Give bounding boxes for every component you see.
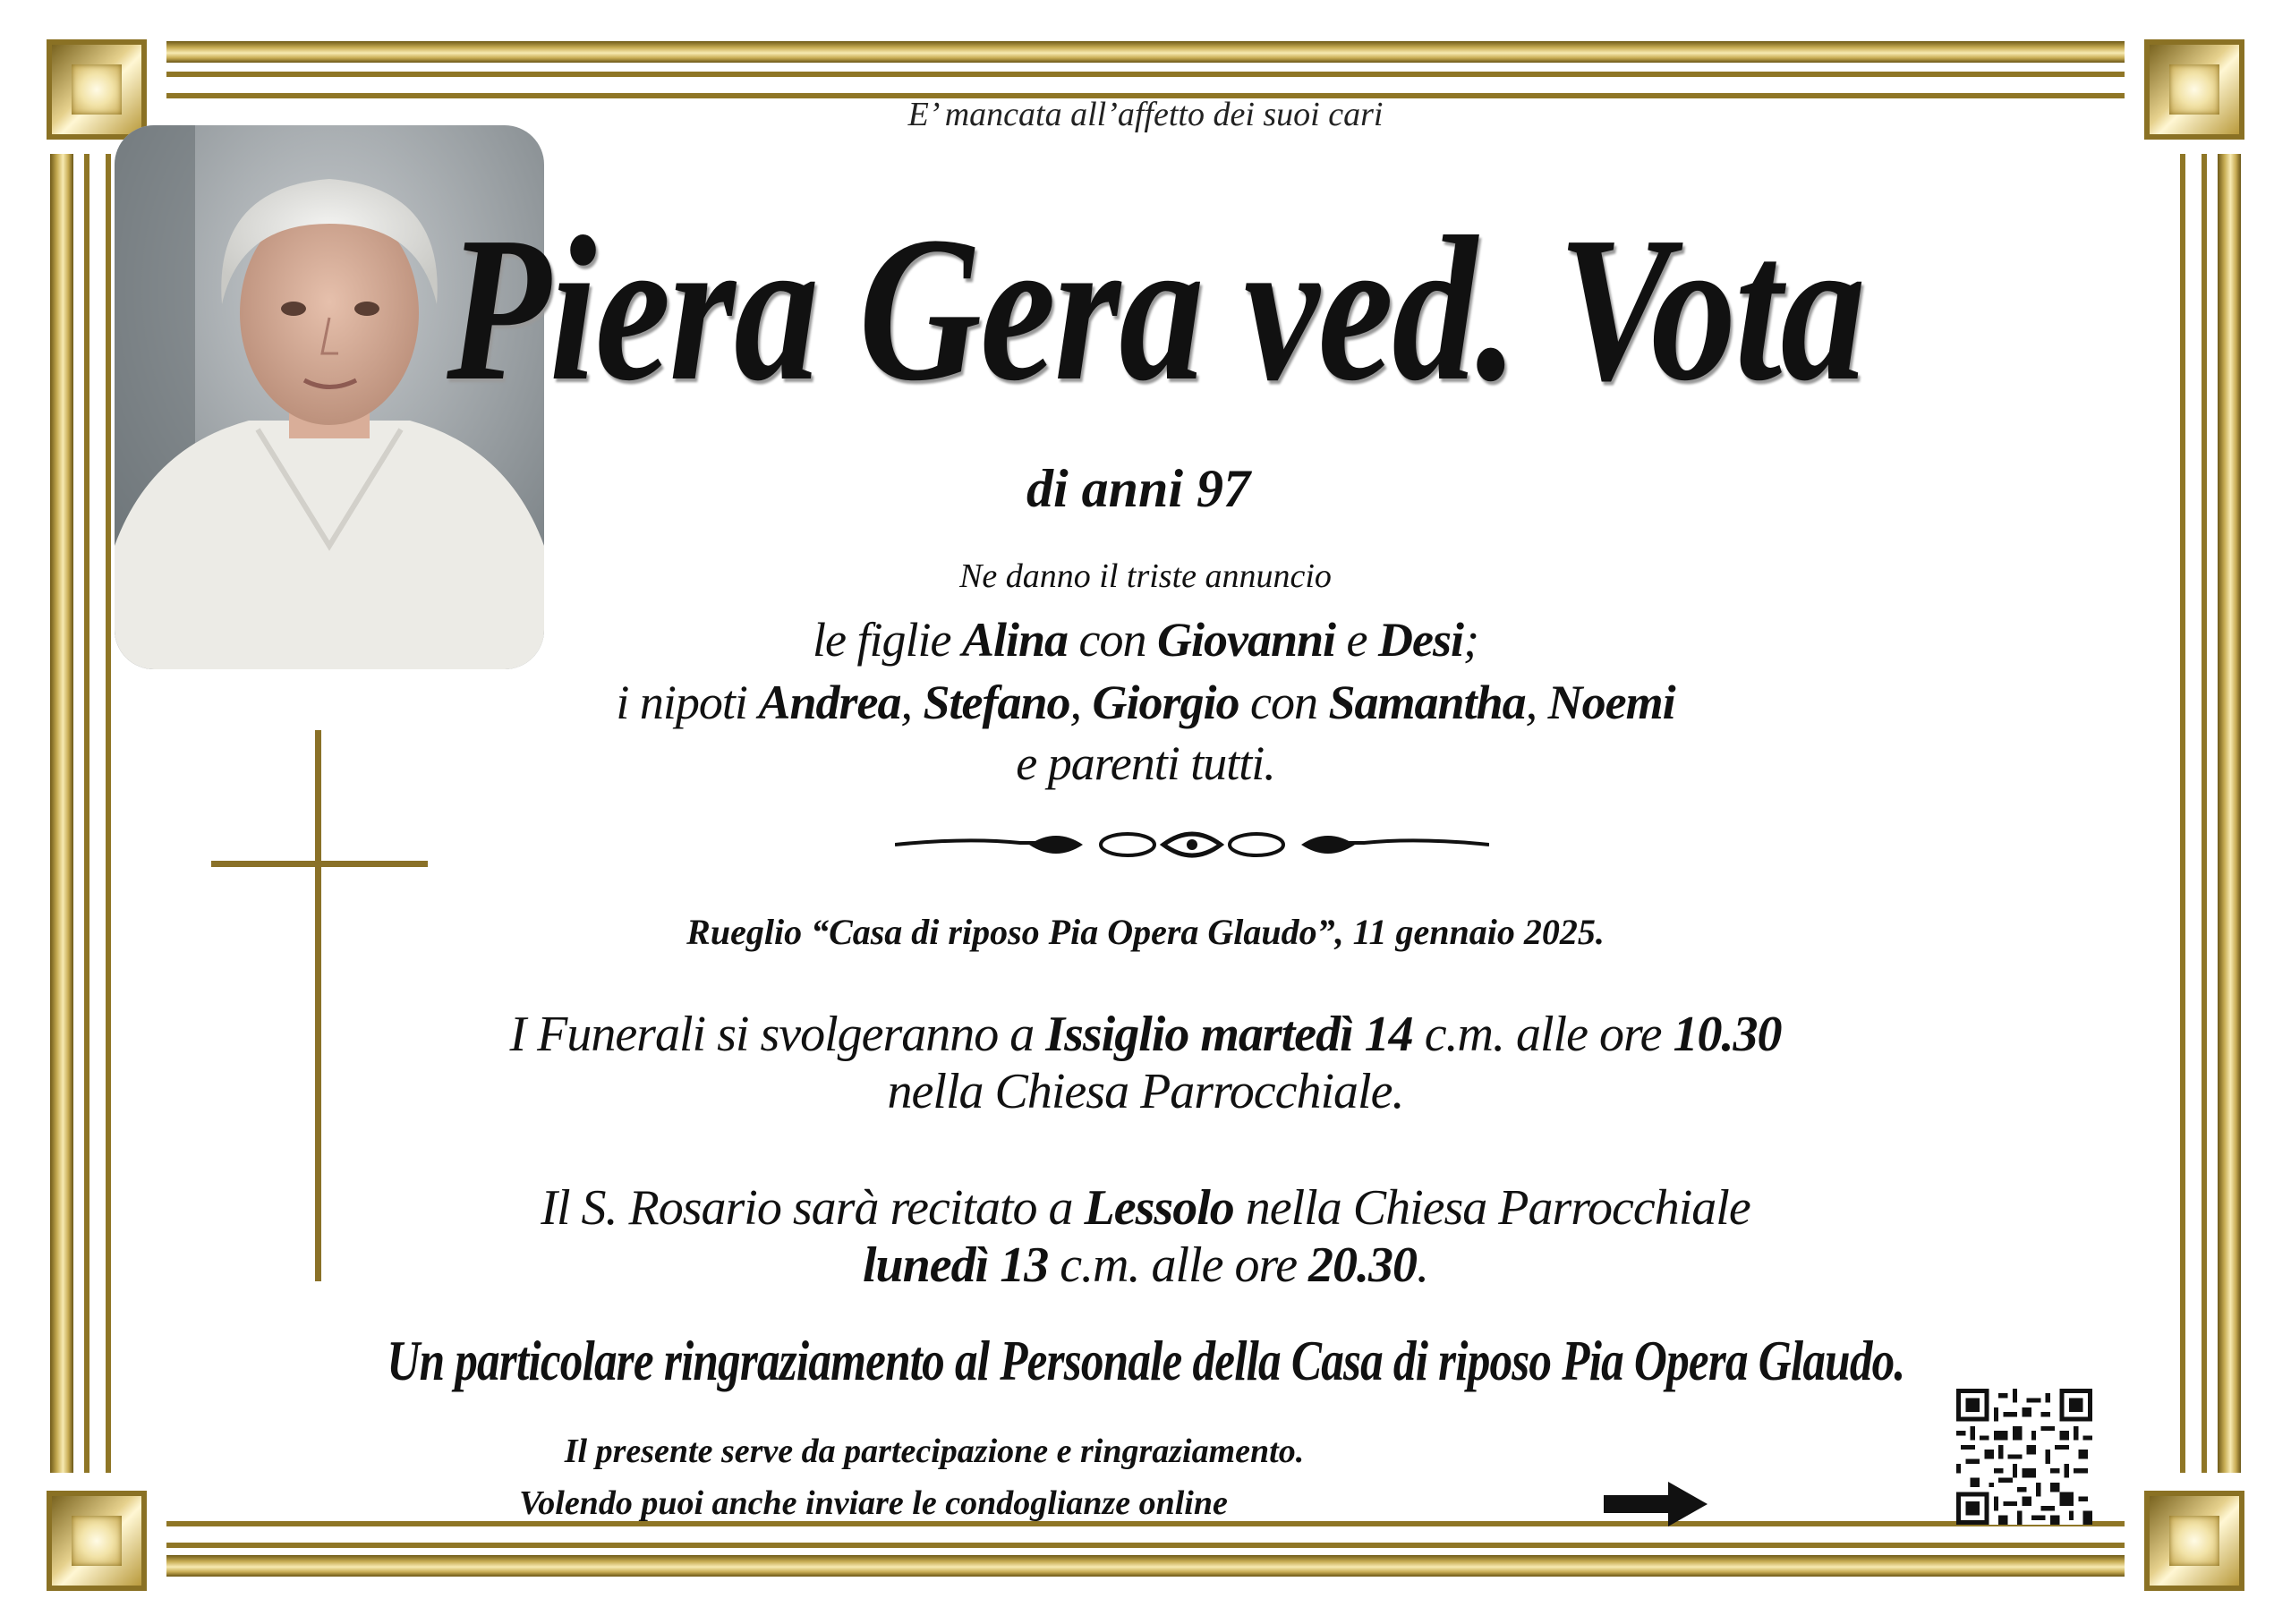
family-line-2: i nipoti Andrea, Stefano, Giorgio con Samantha, Noemi	[616, 676, 1675, 729]
frame-top-bar	[166, 41, 2125, 63]
ornament-divider	[895, 827, 1489, 863]
footer-line-2: Volendo puoi anche inviare le condoglianze online	[519, 1484, 1228, 1522]
intro-text: E’ mancata all’affetto dei suoi cari	[907, 96, 1384, 133]
footer-line-1: Il presente serve da partecipazione e ringraziamento.	[564, 1433, 1305, 1470]
thanks-text: Un particolare ringraziamento al Personale della Casa di riposo Pia Opera Glaudo.	[387, 1329, 1905, 1392]
family-line-3: e parenti tutti.	[1016, 736, 1275, 790]
rosary-line-2: lunedì 13 c.m. alle ore 20.30.	[862, 1237, 1429, 1293]
announcement-intro: Ne danno il triste annuncio	[959, 557, 1332, 595]
frame-bottom-line	[166, 1543, 2125, 1548]
deceased-name: Piera Gera ved. Vota	[447, 194, 1865, 424]
qr-code[interactable]	[1956, 1389, 2092, 1525]
frame-bottom-bar	[166, 1555, 2125, 1577]
arrow-right-icon[interactable]	[1604, 1480, 1708, 1528]
funeral-line-1: I Funerali si svolgeranno a Issiglio martedì 14 c.m. alle ore 10.30	[509, 1007, 1782, 1062]
funeral-line-2: nella Chiesa Parrocchiale.	[887, 1064, 1404, 1119]
frame-corner-bottom-right	[2144, 1491, 2244, 1591]
place-and-date: Rueglio “Casa di riposo Pia Opera Glaudo”, 11 gennaio 2025.	[686, 912, 1605, 952]
family-line-1: le figlie Alina con Giovanni e Desi;	[813, 613, 1478, 667]
rosary-line-1: Il S. Rosario sarà recitato a Lessolo nella Chiesa Parrocchiale	[541, 1180, 1750, 1236]
frame-top-line	[166, 72, 2125, 77]
deceased-age: di anni 97	[1026, 459, 1251, 518]
